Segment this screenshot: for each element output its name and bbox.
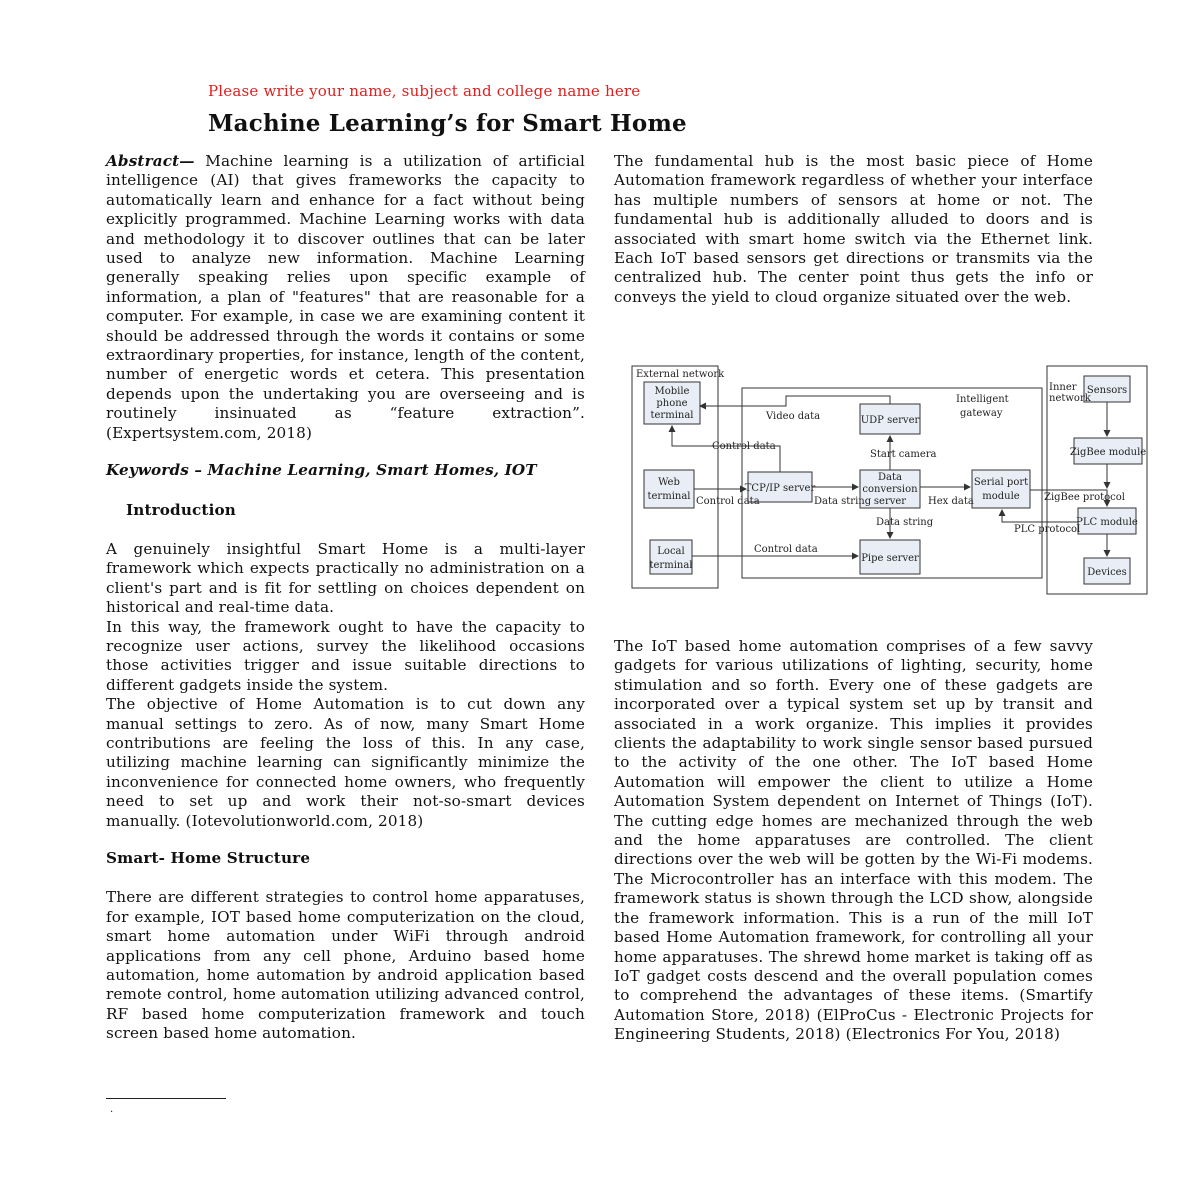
- plc-protocol-label: PLC protocol: [1014, 524, 1081, 535]
- zigbee-module-label: ZigBee module: [1069, 447, 1147, 458]
- author-note: Please write your name, subject and college name here: [208, 82, 641, 100]
- conversion-label-1: Data: [878, 472, 902, 483]
- introduction-heading: Introduction: [126, 500, 236, 519]
- control-data-label-3: Control data: [754, 544, 818, 555]
- inner-network-label-1: Inner: [1049, 382, 1077, 393]
- left-column: [106, 152, 585, 1044]
- serial-label-2: module: [982, 491, 1020, 502]
- pipe-server-label: Pipe server: [861, 553, 919, 564]
- abstract-label: Abstract—: [106, 152, 195, 170]
- video-data-label: Video data: [766, 411, 821, 422]
- footnote-separator: [106, 1098, 226, 1099]
- inner-network-label-2: network: [1049, 393, 1091, 404]
- conversion-label-3: server: [873, 496, 907, 507]
- zigbee-protocol-label: ZigBee protocol: [1044, 492, 1125, 503]
- plc-module-label: PLC module: [1076, 517, 1138, 528]
- mobile-label-1: Mobile: [654, 386, 690, 397]
- external-network-label: External network: [636, 369, 725, 380]
- gateway-label-1: Intelligent: [956, 394, 1009, 405]
- right-column-top: [614, 152, 1093, 307]
- structure-paragraph: There are different strategies to control home apparatuses, for example, IOT based home computerization on the cloud, smart home automation under WiFi through android applications from any cell phone, Arduino based home automation, home automation by android application based remote control, home automation utilizing advanced control, RF based home computerization framework and touch screen based home automation.: [106, 888, 585, 1043]
- data-string-label-2: Data string: [876, 517, 934, 528]
- intro-paragraph-3: The objective of Home Automation is to cut down any manual settings to zero. As of now, many Smart Home contributions are feeling the loss of this. In any case, utilizing machine learning can significantly minimize the inconvenience for connected home owners, who frequently need to set up and work their not-so-smart devices manually. (Iotevolutionworld.com, 2018): [106, 695, 585, 830]
- footnote-mark: .: [110, 1104, 114, 1115]
- control-data-label-1: Control data: [712, 441, 776, 452]
- udp-server-label: UDP server: [860, 415, 920, 426]
- local-label-2: terminal: [649, 560, 693, 571]
- keywords: Keywords – Machine Learning, Smart Homes, IOT: [106, 461, 537, 480]
- structure-heading: Smart- Home Structure: [106, 849, 311, 867]
- tcpip-server-label: TCP/IP server: [744, 483, 816, 494]
- hex-data-label: Hex data: [928, 496, 974, 507]
- abstract-text: Machine learning is a utilization of artificial intelligence (AI) that gives frameworks the capacity to automatically learn and enhance for a fact without being explicitly programmed. Machine Learning works with data and methodology it to discover outlines that can be later used to analyze new information. Machine Learning generally speaking relies upon specific example of information, a plan of "features" that are reasonable for a computer. For example, in case we are examining content it should be addressed through the words it contains or some extraordinary properties, for instance, length of the content, number of energetic words et cetera. This presentation depends upon the undertaking you are overseeing and is routinely insinuated as “feature extraction”. (Expertsystem.com, 2018): [106, 152, 585, 442]
- system-architecture-diagram: [626, 362, 1154, 600]
- web-label-1: Web: [658, 477, 680, 488]
- plc-protocol-arrow: [1002, 510, 1078, 522]
- control-data-label-2: Control data: [696, 496, 760, 507]
- intro-paragraph-2: In this way, the framework ought to have the capacity to recognize user actions, survey the likelihood occasions those activities trigger and issue suitable directions to different gadgets inside the system.: [106, 617, 585, 694]
- right-column-bottom: [614, 637, 1093, 1045]
- mobile-label-2: phone: [656, 398, 688, 409]
- local-label-1: Local: [657, 546, 685, 557]
- serial-port-box: [972, 470, 1030, 508]
- web-label-2: terminal: [647, 491, 691, 502]
- conversion-label-2: conversion: [862, 484, 918, 495]
- start-camera-label: Start camera: [870, 449, 937, 460]
- serial-label-1: Serial port: [973, 477, 1029, 488]
- iot-paragraph: The IoT based home automation comprises of a few savvy gadgets for various utilizations of lighting, security, home stimulation and so forth. Every one of these gadgets are incorporated over a typical system set up by transit and associated in a work organize. This implies it provides clients the adaptability to work single sensor based pursued to the activity of the one other. The IoT based Home Automation will empower the client to utilize a Home Automation System dependent on Internet of Things (IoT). The cutting edge homes are mechanized through the web and the home apparatuses are controlled. The client directions over the web will be gotten by the Wi-Fi modems. The Microcontroller has an interface with this modem. The framework status is shown through the LCD show, alongside the framework information. This is a run of the mill IoT based Home Automation framework, for controlling all your home apparatuses. The shrewd home market is taking off as IoT gadget costs descend and the overall population comes to comprehend the advantages of these items. (Smartify Automation Store, 2018) (ElProCus - Electronic Projects for Engineering Students, 2018) (Electronics For You, 2018): [614, 637, 1093, 1044]
- web-terminal-box: [644, 470, 694, 508]
- data-string-label-1: Data string: [814, 496, 872, 507]
- gateway-label-2: gateway: [960, 408, 1003, 419]
- mobile-label-3: terminal: [650, 410, 694, 421]
- page-title: Machine Learning’s for Smart Home: [208, 110, 687, 137]
- sensors-label: Sensors: [1086, 385, 1128, 396]
- hub-paragraph: The fundamental hub is the most basic piece of Home Automation framework regardless of whether your interface has multiple numbers of sensors at home or not. The fundamental hub is additionally alluded to doors and is associated with smart home switch via the Ethernet link. Each IoT based sensors get directions or transmits via the centralized hub. The center point thus gets the info or conveys the yield to cloud organize situated over the web.: [614, 152, 1093, 306]
- intro-paragraph-1: A genuinely insightful Smart Home is a multi-layer framework which expects practically no administration on a client's part and is fit for settling on choices dependent on historical and real-time data.: [106, 539, 585, 617]
- devices-label: Devices: [1087, 567, 1127, 578]
- abstract: [106, 152, 585, 443]
